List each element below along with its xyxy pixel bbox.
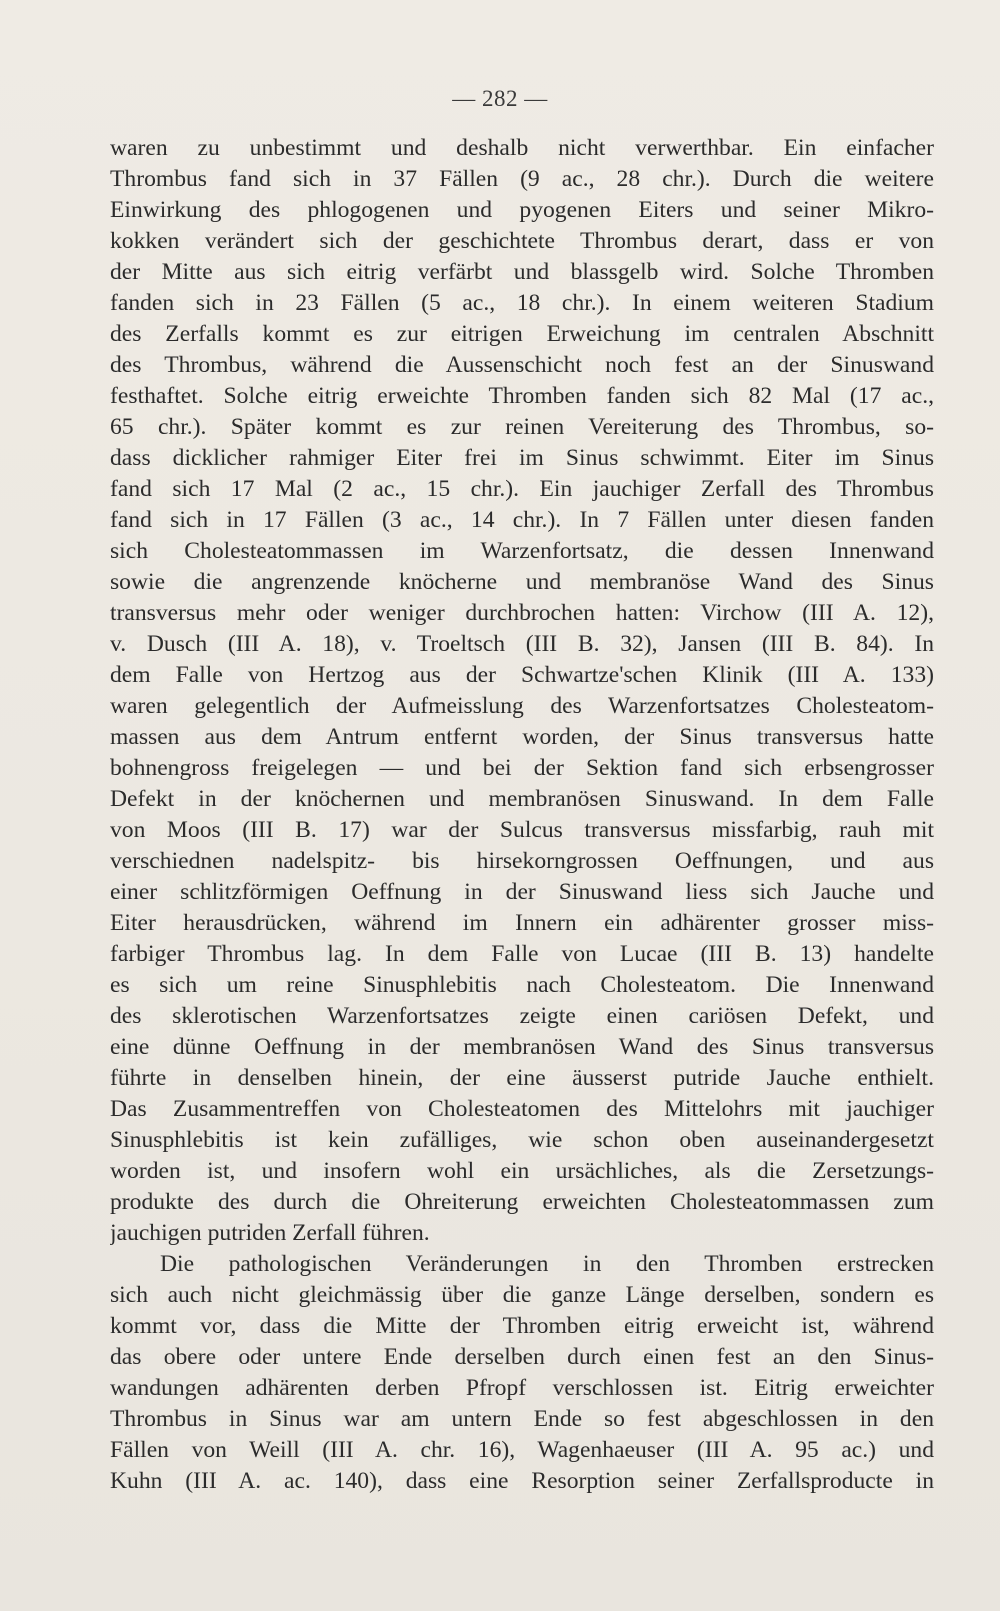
text-line: sich Cholesteatommassen im Warzenfortsatz, die dessen Innenwand: [110, 538, 934, 564]
text-line: waren zu unbestimmt und deshalb nicht verwerthbar. Ein einfacher: [110, 135, 934, 161]
text-line: Fällen von Weill (III A. chr. 16), Wagenhaeuser (III A. 95 ac.) und: [110, 1437, 934, 1463]
text-line: Eiter herausdrücken, während im Innern ein adhärenter grosser miss-: [110, 910, 934, 936]
text-line: massen aus dem Antrum entfernt worden, der Sinus transversus hatte: [110, 724, 934, 750]
text-line: festhaftet. Solche eitrig erweichte Thromben fanden sich 82 Mal (17 ac.,: [110, 383, 934, 409]
text-line: Einwirkung des phlogogenen und pyogenen Eiters und seiner Mikro-: [110, 197, 934, 223]
text-line: produkte des durch die Ohreiterung erweichten Cholesteatommassen zum: [110, 1189, 934, 1215]
text-line: v. Dusch (III A. 18), v. Troeltsch (III B. 32), Jansen (III B. 84). In: [110, 631, 934, 657]
text-line: bohnengross freigelegen — und bei der Sektion fand sich erbsengrosser: [110, 755, 934, 781]
text-line: der Mitte aus sich eitrig verfärbt und blassgelb wird. Solche Thromben: [110, 259, 934, 285]
paragraph-start-line: Die pathologischen Veränderungen in den Thromben erstrecken: [160, 1251, 934, 1277]
text-line: das obere oder untere Ende derselben durch einen fest an den Sinus-: [110, 1344, 934, 1370]
text-line: eine dünne Oeffnung in der membranösen Wand des Sinus transversus: [110, 1034, 934, 1060]
text-line: Defekt in der knöchernen und membranösen Sinuswand. In dem Falle: [110, 786, 934, 812]
text-line: Thrombus in Sinus war am untern Ende so fest abgeschlossen in den: [110, 1406, 934, 1432]
text-line: kommt vor, dass die Mitte der Thromben eitrig erweicht ist, während: [110, 1313, 934, 1339]
text-line: 65 chr.). Später kommt es zur reinen Vereiterung des Thrombus, so-: [110, 414, 934, 440]
text-line: dem Falle von Hertzog aus der Schwartze'schen Klinik (III A. 133): [110, 662, 934, 688]
text-line: Sinusphlebitis ist kein zufälliges, wie schon oben auseinandergesetzt: [110, 1127, 934, 1153]
text-line: worden ist, und insofern wohl ein ursächliches, als die Zersetzungs-: [110, 1158, 934, 1184]
text-line: Thrombus fand sich in 37 Fällen (9 ac., 28 chr.). Durch die weitere: [110, 166, 934, 192]
text-line: transversus mehr oder weniger durchbrochen hatten: Virchow (III A. 12),: [110, 600, 934, 626]
text-line: farbiger Thrombus lag. In dem Falle von Lucae (III B. 13) handelte: [110, 941, 934, 967]
text-line: Kuhn (III A. ac. 140), dass eine Resorption seiner Zerfallsproducte in: [110, 1468, 934, 1494]
text-line: dass dicklicher rahmiger Eiter frei im Sinus schwimmt. Eiter im Sinus: [110, 445, 934, 471]
text-line: fand sich 17 Mal (2 ac., 15 chr.). Ein jauchiger Zerfall des Thrombus: [110, 476, 934, 502]
text-line: wandungen adhärenten derben Pfropf verschlossen ist. Eitrig erweichter: [110, 1375, 934, 1401]
text-line: des sklerotischen Warzenfortsatzes zeigte einen cariösen Defekt, und: [110, 1003, 934, 1029]
text-line: verschiednen nadelspitz- bis hirsekorngrossen Oeffnungen, und aus: [110, 848, 934, 874]
text-line: führte in denselben hinein, der eine äusserst putride Jauche enthielt.: [110, 1065, 934, 1091]
text-line: es sich um reine Sinusphlebitis nach Cholesteatom. Die Innenwand: [110, 972, 934, 998]
text-line: von Moos (III B. 17) war der Sulcus transversus missfarbig, rauh mit: [110, 817, 934, 843]
text-line: des Zerfalls kommt es zur eitrigen Erweichung im centralen Abschnitt: [110, 321, 934, 347]
text-line: kokken verändert sich der geschichtete Thrombus derart, dass er von: [110, 228, 934, 254]
text-line: fand sich in 17 Fällen (3 ac., 14 chr.). In 7 Fällen unter diesen fanden: [110, 507, 934, 533]
text-line: sowie die angrenzende knöcherne und membranöse Wand des Sinus: [110, 569, 934, 595]
paragraph-end-line: jauchigen putriden Zerfall führen.: [110, 1220, 430, 1246]
text-line: des Thrombus, während die Aussenschicht noch fest an der Sinuswand: [110, 352, 934, 378]
text-line: sich auch nicht gleichmässig über die ganze Länge derselben, sondern es: [110, 1282, 934, 1308]
text-line: fanden sich in 23 Fällen (5 ac., 18 chr.). In einem weiteren Stadium: [110, 290, 934, 316]
text-line: einer schlitzförmigen Oeffnung in der Sinuswand liess sich Jauche und: [110, 879, 934, 905]
text-line: waren gelegentlich der Aufmeisslung des Warzenfortsatzes Cholesteatom-: [110, 693, 934, 719]
text-line: Das Zusammentreffen von Cholesteatomen des Mittelohrs mit jauchiger: [110, 1096, 934, 1122]
page-number: — 282 —: [452, 86, 548, 111]
